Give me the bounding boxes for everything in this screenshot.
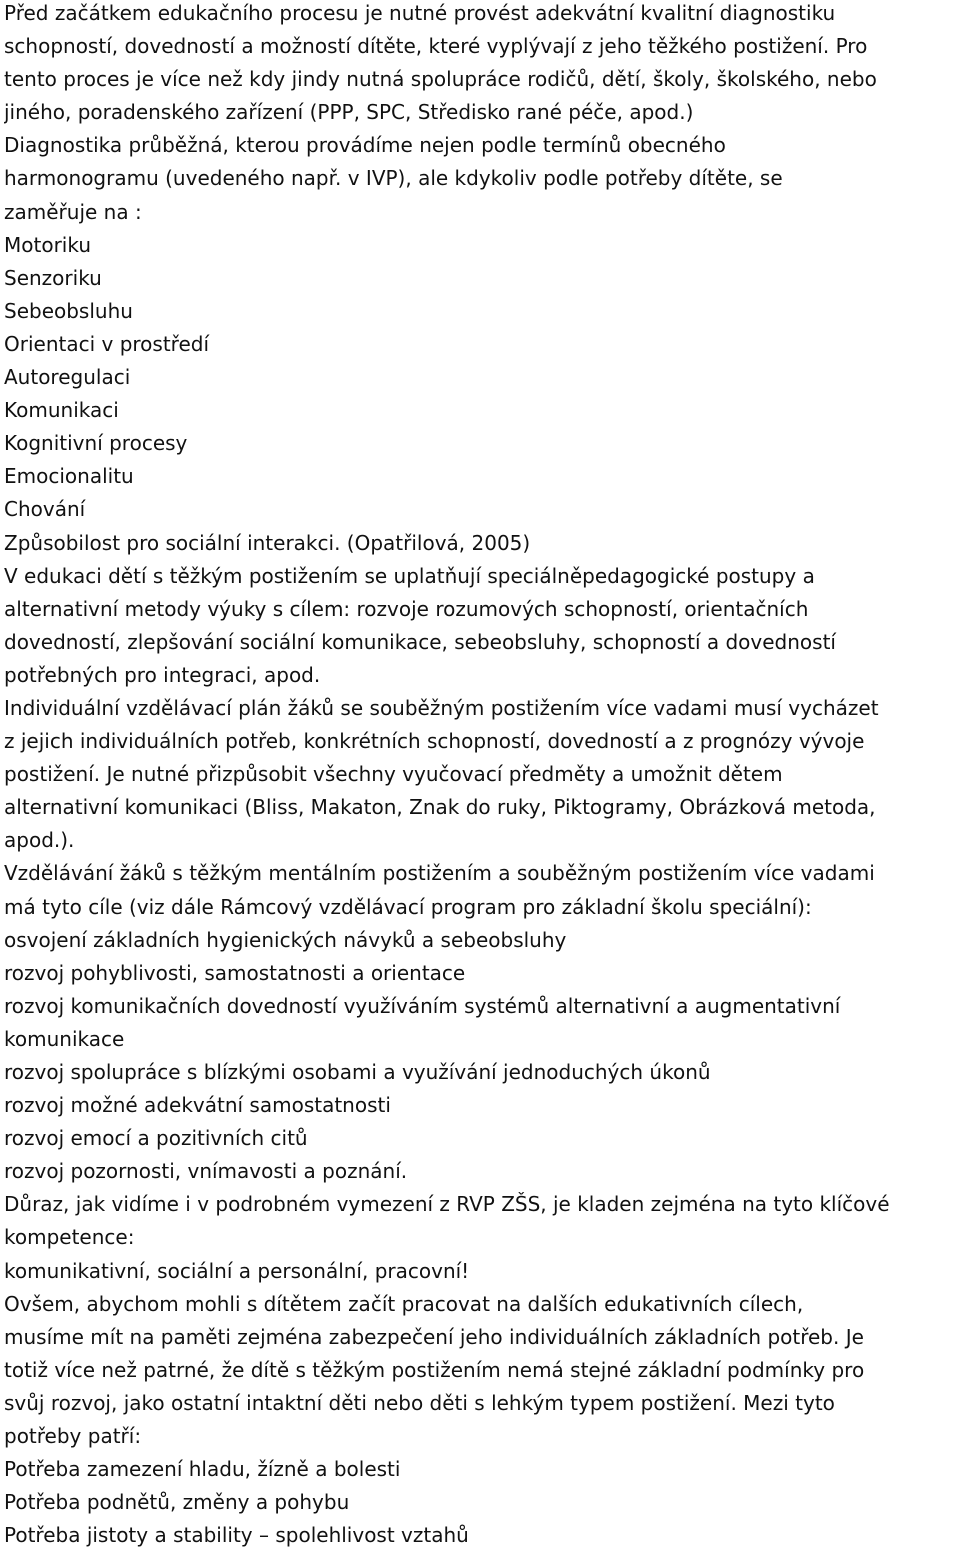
text-line: Motoriku — [4, 232, 91, 257]
text-line: postižení. Je nutné přizpůsobit všechny vyučovací předměty a umožnit dětem — [4, 762, 783, 787]
text-line: V edukaci dětí s těžkým postižením se uplatňují speciálněpedagogické postupy a — [4, 563, 815, 588]
text-line: Vzdělávání žáků s těžkým mentálním postižením a souběžným postižením více vadami — [4, 861, 875, 886]
text-line: Potřeba zamezení hladu, žízně a bolesti — [4, 1457, 401, 1482]
text-line: Způsobilost pro sociální interakci. (Opatřilová, 2005) — [4, 530, 531, 555]
text-line: Chování — [4, 497, 86, 522]
text-line: alternativní komunikaci (Bliss, Makaton, Znak do ruky, Piktogramy, Obrázková metoda, — [4, 795, 876, 820]
text-line: Potřeba jistoty a stability – spolehlivost vztahů — [4, 1523, 469, 1548]
text-line: apod.). — [4, 828, 75, 853]
text-line: Komunikaci — [4, 398, 119, 423]
text-line: dovedností, zlepšování sociální komunikace, sebeobsluhy, schopností a dovedností — [4, 629, 836, 654]
text-line: Diagnostika průběžná, kterou provádíme nejen podle termínů obecného — [4, 133, 726, 158]
text-line: osvojení základních hygienických návyků a sebeobsluhy — [4, 927, 567, 952]
document-text — [4, 0, 956, 1552]
text-line: totiž více než patrné, že dítě s těžkým postižením nemá stejné základní podmínky pro — [4, 1357, 865, 1382]
text-line: Důraz, jak vidíme i v podrobném vymezení z RVP ZŠS, je kladen zejména na tyto klíčové — [4, 1192, 890, 1217]
text-line: alternativní metody výuky s cílem: rozvoje rozumových schopností, orientačních — [4, 596, 809, 621]
text-line: Emocionalitu — [4, 464, 134, 489]
text-line: komunikace — [4, 1026, 125, 1051]
text-line: Ovšem, abychom mohli s dítětem začít pracovat na dalších edukativních cílech, — [4, 1291, 804, 1316]
text-line: schopností, dovedností a možností dítěte, které vyplývají z jeho těžkého postižení. Pro — [4, 34, 868, 59]
text-line: Orientaci v prostředí — [4, 331, 210, 356]
text-line: Autoregulaci — [4, 365, 131, 390]
text-line: musíme mít na paměti zejména zabezpečení jeho individuálních základních potřeb. Je — [4, 1324, 864, 1349]
text-line: rozvoj komunikačních dovedností využíváním systémů alternativní a augmentativní — [4, 993, 841, 1018]
text-line: rozvoj emocí a pozitivních citů — [4, 1126, 308, 1151]
text-line: z jejich individuálních potřeb, konkrétních schopností, dovedností a z prognózy vývoje — [4, 729, 865, 754]
text-line: má tyto cíle (viz dále Rámcový vzdělávací program pro základní školu speciální): — [4, 894, 812, 919]
text-line: Kognitivní procesy — [4, 431, 188, 456]
text-line: potřebných pro integraci, apod. — [4, 662, 321, 687]
text-line: komunikativní, sociální a personální, pracovní! — [4, 1258, 470, 1283]
text-line: rozvoj pohyblivosti, samostatnosti a orientace — [4, 960, 466, 985]
text-line: Senzoriku — [4, 265, 102, 290]
text-line: tento proces je více než kdy jindy nutná spolupráce rodičů, dětí, školy, školského, nebo — [4, 67, 877, 92]
text-line: jiného, poradenského zařízení (PPP, SPC, Středisko rané péče, apod.) — [4, 100, 694, 125]
text-line: rozvoj spolupráce s blízkými osobami a využívání jednoduchých úkonů — [4, 1060, 711, 1084]
text-line: Individuální vzdělávací plán žáků se souběžným postižením více vadami musí vycházet — [4, 695, 879, 720]
text-line: zaměřuje na : — [4, 199, 142, 224]
text-line: Před začátkem edukačního procesu je nutné provést adekvátní kvalitní diagnostiku — [4, 1, 836, 25]
text-line: kompetence: — [4, 1225, 135, 1250]
text-line: rozvoj možné adekvátní samostatnosti — [4, 1093, 391, 1118]
text-line: harmonogramu (uvedeného např. v IVP), ale kdykoliv podle potřeby dítěte, se — [4, 166, 783, 191]
text-line: rozvoj pozornosti, vnímavosti a poznání. — [4, 1159, 408, 1184]
text-line: Potřeba podnětů, změny a pohybu — [4, 1490, 350, 1515]
text-line: svůj rozvoj, jako ostatní intaktní děti nebo děti s lehkým typem postižení. Mezi tyto — [4, 1390, 835, 1415]
text-line: Sebeobsluhu — [4, 298, 133, 323]
text-line: potřeby patří: — [4, 1424, 142, 1449]
